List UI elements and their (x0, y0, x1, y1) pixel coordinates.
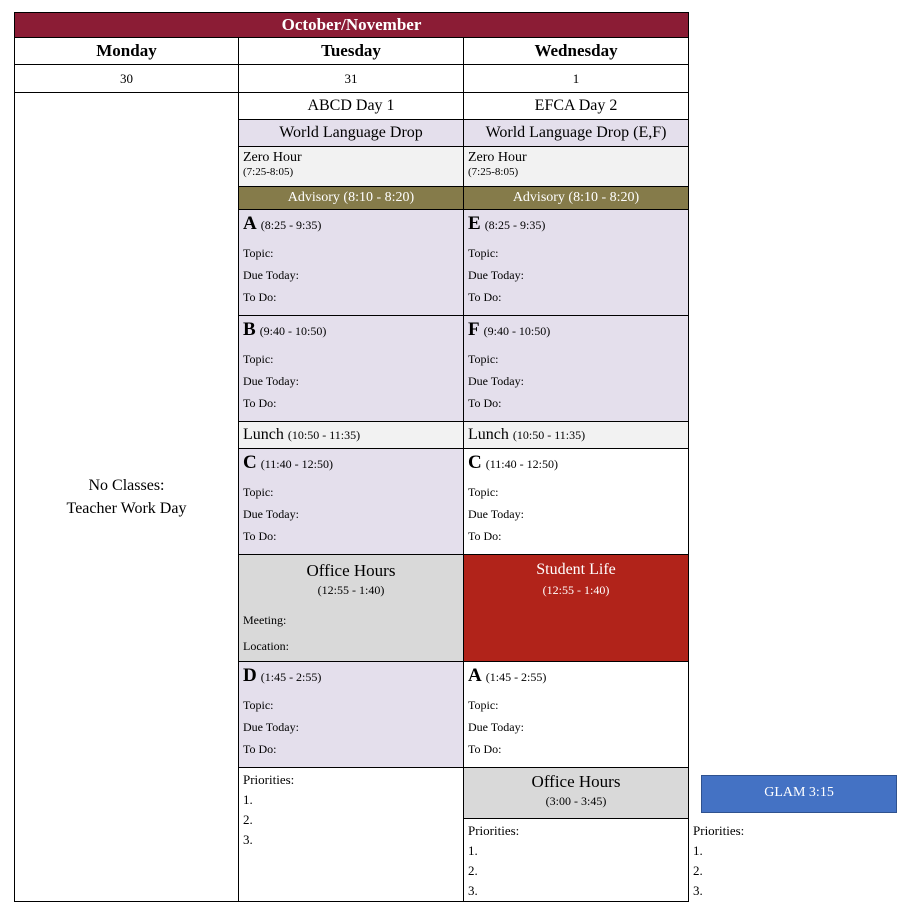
block-letter: A (468, 665, 482, 686)
wednesday-advisory: Advisory (8:10 - 8:20) (464, 187, 689, 210)
to-do-label: To Do: (243, 742, 277, 756)
weekly-planner-table: October/November Monday Tuesday Wednesday 30 31 1 No Classes: Teacher Work Day ABCD Day 1 EFCA Day 2 World Language Drop World Language Drop (E,F) Zero Hour (7:25-8:05) Zero Hour (7:25-8:05) Advisory (8:10 - 8:20) Advisory (8:10 - 8:20) A (8:25 - 9:35) Topic: Due Today: To Do: E (8:25 - 9:35) Topic: Due Today: To Do: B (9:40 - 10:50) Topic: Due Today: To Do: F (9:40 - 10:50) Topic: Due Today: To Do: Lunch (10:50 - 11:35) Lunch (10:50 - 11:35) C (11:40 - 12:50) Topic: Due Today: To Do: C (11:40 - 12:50) Topic: Due Today: To Do: Office Hours (12:55 - 1:40) Meeting: Location: Student Life (12:55 - 1:40) D (1:45 - 2:55) Topic: Due Today: To Do: A (1:45 - 2:55) Topic: Due Today: To Do: Priorities: 1. 2. 3. Office Hours (3:00 - 3:45) GLAM 3:15 Priorities: 1. 2. 3. Priorities: 1. 2. 3. (14, 12, 689, 902)
wednesday-world-language-drop: World Language Drop (E,F) (464, 120, 689, 147)
block-time: (9:40 - 10:50) (259, 324, 327, 338)
tuesday-block-d (239, 662, 464, 768)
tuesday-block-b (239, 316, 464, 422)
zero-hour-time: (7:25-8:05) (468, 166, 519, 178)
wednesday-block-c (464, 449, 689, 555)
priority-1: 1. (468, 843, 478, 858)
monday-priorities (239, 768, 464, 902)
tuesday-block-a (239, 210, 464, 316)
priorities-label: Priorities: (468, 823, 520, 838)
block-time: (1:45 - 2:55) (485, 670, 547, 684)
topic-label: Topic: (243, 698, 274, 712)
block-time: (11:40 - 12:50) (260, 457, 333, 471)
topic-label: Topic: (468, 698, 499, 712)
teacher-work-day-label: Teacher Work Day (66, 500, 187, 517)
topic-label: Topic: (468, 485, 499, 499)
priority-2: 2. (468, 863, 478, 878)
tuesday-zero-hour (239, 147, 464, 187)
wednesday-block-e (464, 210, 689, 316)
block-time: (8:25 - 9:35) (484, 218, 546, 232)
priority-1: 1. (243, 792, 253, 807)
to-do-label: To Do: (243, 529, 277, 543)
block-time: (9:40 - 10:50) (483, 324, 551, 338)
topic-label: Topic: (243, 246, 274, 260)
office-hours-time: (3:00 - 3:45) (545, 794, 607, 808)
month-title: October/November (15, 13, 689, 38)
topic-label: Topic: (468, 246, 499, 260)
block-letter: B (243, 319, 256, 340)
office-hours-label: Office Hours (306, 561, 396, 580)
date-tuesday: 31 (239, 65, 464, 93)
tuesday-advisory: Advisory (8:10 - 8:20) (239, 187, 464, 210)
lunch-label: Lunch (243, 426, 284, 443)
due-today-label: Due Today: (243, 374, 299, 388)
block-letter: C (243, 452, 257, 473)
due-today-label: Due Today: (468, 507, 524, 521)
priority-3: 3. (243, 832, 253, 847)
lunch-label: Lunch (468, 426, 509, 443)
to-do-label: To Do: (468, 742, 502, 756)
tuesday-day-label: ABCD Day 1 (239, 93, 464, 120)
block-time: (8:25 - 9:35) (260, 218, 322, 232)
wednesday-block-f (464, 316, 689, 422)
due-today-label: Due Today: (243, 720, 299, 734)
block-letter: D (243, 665, 257, 686)
tuesday-lunch (239, 422, 464, 449)
to-do-label: To Do: (243, 396, 277, 410)
priority-2: 2. (243, 812, 253, 827)
tuesday-world-language-drop: World Language Drop (239, 120, 464, 147)
day-name-tuesday: Tuesday (239, 38, 464, 65)
zero-hour-time: (7:25-8:05) (243, 166, 294, 178)
tuesday-priorities (464, 819, 689, 902)
tuesday-office-hours (239, 555, 464, 662)
day-name-wednesday: Wednesday (464, 38, 689, 65)
office-hours-label: Office Hours (531, 772, 621, 791)
zero-hour-label: Zero Hour (468, 150, 527, 165)
tuesday-office-hours-2 (464, 768, 689, 819)
wednesday-student-life (464, 555, 689, 662)
monday-no-classes-cell (15, 93, 239, 902)
block-letter: C (468, 452, 482, 473)
due-today-label: Due Today: (468, 268, 524, 282)
to-do-label: To Do: (468, 396, 502, 410)
topic-label: Topic: (468, 352, 499, 366)
date-wednesday: 1 (464, 65, 689, 93)
priority-3: 3. (468, 883, 478, 898)
no-classes-label: No Classes: (88, 477, 165, 494)
wednesday-zero-hour (464, 147, 689, 187)
topic-label: Topic: (243, 485, 274, 499)
due-today-label: Due Today: (468, 720, 524, 734)
zero-hour-label: Zero Hour (243, 150, 302, 165)
lunch-time: (10:50 - 11:35) (512, 428, 586, 442)
block-letter: A (243, 213, 257, 234)
office-hours-time: (12:55 - 1:40) (317, 583, 385, 597)
block-time: (1:45 - 2:55) (260, 670, 322, 684)
due-today-label: Due Today: (243, 507, 299, 521)
wednesday-lunch (464, 422, 689, 449)
wednesday-block-a (464, 662, 689, 768)
priorities-label: Priorities: (243, 772, 295, 787)
due-today-label: Due Today: (243, 268, 299, 282)
to-do-label: To Do: (243, 290, 277, 304)
block-letter: F (468, 319, 480, 340)
student-life-time: (12:55 - 1:40) (542, 583, 610, 597)
meeting-label: Meeting: (243, 613, 287, 627)
glam-event-box[interactable]: GLAM 3:15 (701, 775, 897, 813)
topic-label: Topic: (243, 352, 274, 366)
block-time: (11:40 - 12:50) (485, 457, 558, 471)
day-name-monday: Monday (15, 38, 239, 65)
location-label: Location: (243, 639, 289, 653)
block-letter: E (468, 213, 481, 234)
to-do-label: To Do: (468, 290, 502, 304)
tuesday-block-c (239, 449, 464, 555)
wednesday-day-label: EFCA Day 2 (464, 93, 689, 120)
to-do-label: To Do: (468, 529, 502, 543)
student-life-label: Student Life (536, 561, 616, 578)
due-today-label: Due Today: (468, 374, 524, 388)
date-monday: 30 (15, 65, 239, 93)
lunch-time: (10:50 - 11:35) (287, 428, 361, 442)
